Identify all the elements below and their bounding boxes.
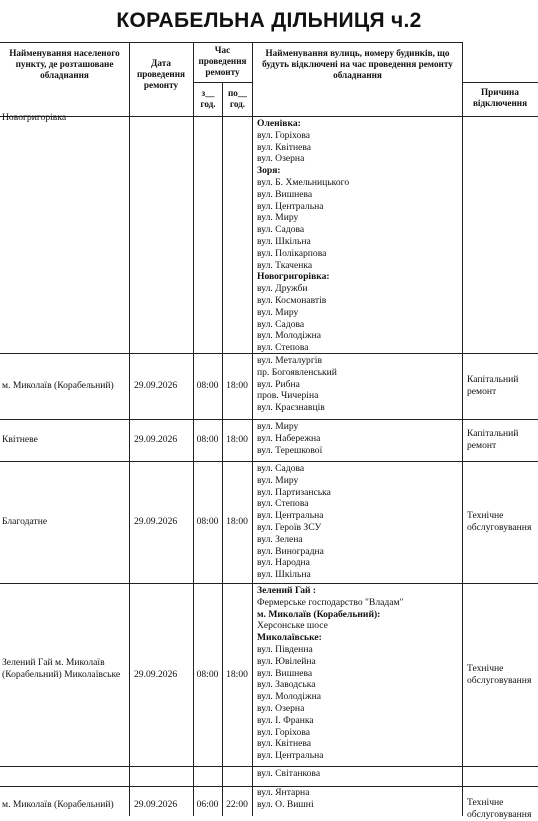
repair-date: 29.09.2026 — [134, 434, 178, 445]
row-border — [0, 583, 538, 584]
time-to: 18:00 — [226, 668, 248, 680]
street-item: вул. Садова — [257, 463, 305, 474]
time-from: 08:00 — [196, 668, 219, 680]
street-item: вул. Набережна — [257, 432, 321, 444]
street-group-label: Миколаївське: — [257, 632, 322, 644]
page-title: КОРАБЕЛЬНА ДІЛЬНИЦЯ ч.2 — [116, 9, 422, 32]
repair-date: 29.09.2026 — [134, 799, 178, 810]
street-item: вул. О. Вишні — [257, 798, 314, 810]
settlement-name: м. Миколаїв (Корабельний) — [2, 380, 114, 391]
street-item: вул. Степова — [257, 342, 309, 354]
street-item: вул. Миру — [257, 306, 299, 318]
street-item: вул. Космонавтів — [257, 295, 327, 306]
street-item: вул. Краєзнавців — [257, 402, 325, 414]
time-from: 08:00 — [196, 434, 219, 445]
row-border — [0, 419, 538, 420]
col-border — [193, 42, 194, 816]
street-item: вул. Світанкова — [257, 768, 321, 779]
street-item: Херсонське шосе — [257, 620, 328, 632]
street-item: вул. Південна — [257, 644, 313, 655]
time-to: 18:00 — [226, 434, 248, 445]
street-group-label: Зоря: — [257, 165, 281, 177]
street-item: вул. Терешкової — [257, 444, 323, 456]
col-border — [462, 42, 463, 816]
disconnect-reason: Капітальний ремонт — [467, 374, 519, 397]
col-border — [252, 42, 253, 816]
street-item: вул. Ткаченка — [257, 259, 313, 271]
header-from: з__ год. — [200, 88, 216, 109]
disconnect-reason: Технічне обслуговування — [467, 797, 532, 820]
street-item: вул. Рибна — [257, 378, 300, 390]
street-item: вул. Зелена — [257, 533, 303, 545]
repair-date: 29.09.2026 — [134, 516, 178, 527]
street-item: вул. Янтарна — [257, 787, 310, 798]
street-item: Фермерське господарство "Владам" — [257, 596, 404, 608]
street-item: вул. Квітнева — [257, 738, 312, 750]
header-bottom-border — [0, 116, 538, 117]
street-item: вул. Вишнева — [257, 667, 313, 679]
street-item: вул. Заводська — [257, 679, 316, 691]
street-item: вул. Шкільна — [257, 236, 311, 247]
settlement-name: Зелений Гай м. Миколаїв (Корабельний) Миколаївське — [2, 656, 121, 680]
header-settlement: Найменування населеного пункту, де розташоване обладнання — [9, 48, 120, 80]
street-item: вул. Центральна — [257, 750, 324, 762]
time-from: 08:00 — [196, 516, 219, 527]
time-from: 08:00 — [196, 380, 219, 391]
street-group-label: Оленівка: — [257, 118, 301, 129]
row-border — [0, 766, 538, 767]
street-item: вул. Озерна — [257, 153, 305, 165]
street-item: вул. Партизанська — [257, 486, 331, 498]
settlement-name: Благодатне — [2, 516, 48, 527]
street-item: пров. Чичеріна — [257, 390, 319, 402]
street-item: вул. Садова — [257, 224, 305, 236]
repair-date: 29.09.2026 — [134, 668, 178, 680]
disconnect-reason: Технічне обслуговування — [467, 662, 532, 686]
street-item: вул. Центральна — [257, 510, 324, 522]
street-item: вул. Полікарпова — [257, 247, 327, 259]
street-group-label: Зелений Гай : — [257, 585, 317, 596]
street-item: пр. Богоявленський — [257, 366, 337, 378]
street-item: вул. Миру — [257, 212, 299, 224]
street-item: вул. Шкільна — [257, 569, 311, 581]
time-to: 22:00 — [226, 799, 248, 810]
repair-date: 29.09.2026 — [134, 380, 178, 391]
table-top-border — [0, 42, 462, 43]
street-item: вул. Вишнева — [257, 188, 313, 200]
street-item: вул. Ювілейна — [257, 655, 316, 667]
street-item: вул. Молодіжна — [257, 330, 321, 342]
header-reason: Причина відключення — [472, 87, 528, 108]
street-item: вул. Дружби — [257, 283, 308, 295]
disconnect-reason: Капітальний ремонт — [467, 428, 519, 451]
header-time: Час проведення ремонту — [198, 45, 247, 77]
street-item: вул. Миру — [257, 421, 299, 432]
street-item: вул. Виноградна — [257, 545, 324, 557]
street-item: вул. Героїв ЗСУ — [257, 522, 322, 533]
street-item: вул. Миру — [257, 474, 299, 486]
street-item: вул. Садова — [257, 318, 305, 330]
street-group-label: Новогригорівка: — [257, 271, 330, 283]
time-from: 06:00 — [196, 799, 219, 810]
row-border — [0, 461, 538, 462]
reason-header-top-border — [462, 82, 538, 83]
street-group-label: м. Миколаїв (Корабельний): — [257, 608, 381, 620]
street-item: вул. Б. Хмельницького — [257, 177, 350, 188]
street-item: вул. І. Франка — [257, 714, 314, 726]
settlement-name: Квітневе — [2, 434, 38, 445]
street-item: вул. Металургів — [257, 355, 322, 366]
street-item: вул. Озерна — [257, 703, 305, 714]
street-item: вул. Горіхова — [257, 726, 311, 738]
settlement-name: м. Миколаїв (Корабельний) — [2, 799, 114, 810]
header-to: по__ год. — [227, 88, 248, 109]
time-to: 18:00 — [226, 380, 248, 391]
street-item: вул. Центральна — [257, 200, 324, 212]
header-date: Дата проведення ремонту — [137, 58, 185, 90]
col-border — [129, 42, 130, 816]
street-item: вул. Молодіжна — [257, 691, 321, 703]
disconnect-reason: Технічне обслуговування — [467, 510, 532, 533]
col-border — [222, 82, 223, 816]
time-to: 18:00 — [226, 516, 248, 527]
street-item: вул. Горіхова — [257, 129, 311, 141]
street-item: вул. Степова — [257, 498, 309, 510]
settlement-name: Новогригорівка — [2, 112, 67, 123]
street-item: вул. Квітнева — [257, 141, 312, 153]
header-streets: Найменування вулиць, номеру будинків, що будуть відключені на час проведення ремонту обладнання — [262, 48, 453, 80]
street-item: вул. Народна — [257, 557, 310, 569]
